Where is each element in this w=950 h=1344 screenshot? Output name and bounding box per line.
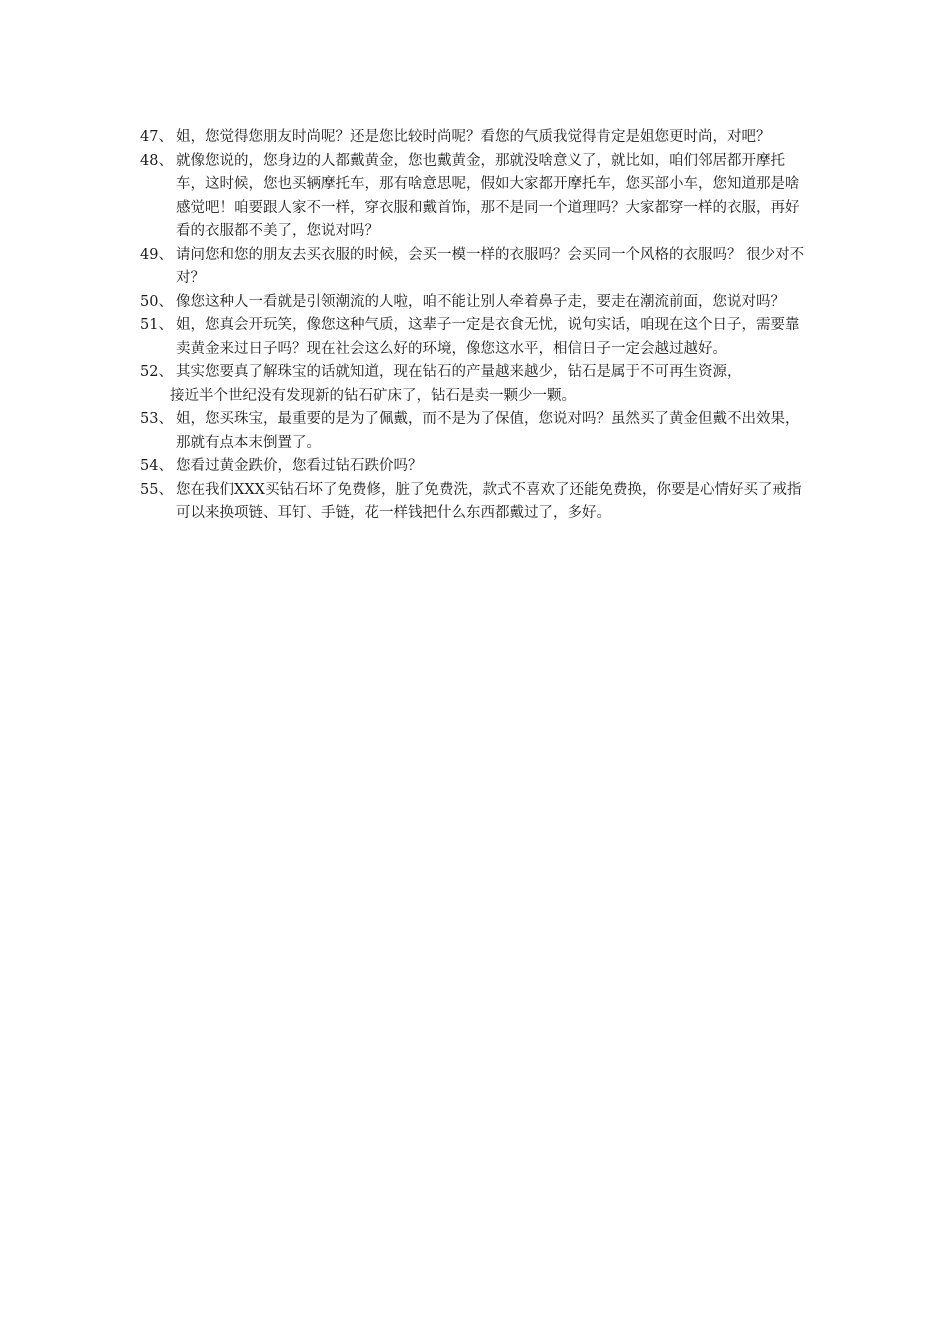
list-item xyxy=(140,150,810,244)
item-number: 50、 xyxy=(140,293,173,310)
item-number: 53、 xyxy=(140,411,173,427)
item-text: 其实您要真了解珠宝的话就知道，现在钻石的产量越来越少，钻石是属于不可再生资源， xyxy=(176,364,742,380)
item-number: 51、 xyxy=(140,317,173,333)
item-number: 52、 xyxy=(140,364,173,380)
document-body xyxy=(140,126,810,526)
list-item xyxy=(140,314,810,361)
item-number: 55、 xyxy=(140,481,173,498)
item-text: 姐，您真会开玩笑，像您这种气质，这辈子一定是衣食无忧，说句实话，咱现在这个日子，需要靠卖黄金来过日子吗？现在社会这么好的环境，像您这水平，相信日子一定会越过越好。 xyxy=(176,317,800,357)
item-number: 54、 xyxy=(140,458,173,474)
item-text: 就像您说的，您身边的人都戴黄金，您也戴黄金，那就没啥意义了，就比如，咱们邻居都开摩托车，这时候，您也买辆摩托车，那有啥意思呢，假如大家都开摩托车，您买部小车，您知道那是啥感觉吧！咱要跟人家不一样，穿衣服和戴首饰，那不是同一个道理吗？大家都穿一样的衣服，再好看的衣服都不美了，您说对吗？ xyxy=(176,152,800,239)
item-text: 姐，您觉得您朋友时尚呢？还是您比较时尚呢？看您的气质我觉得肯定是姐您更时尚，对吧？ xyxy=(176,129,771,145)
list-item xyxy=(140,291,810,315)
item-text: 请问您和您的朋友去买衣服的时候，会买一模一样的衣服吗？会买同一个风格的衣服吗？ 很少对不对？ xyxy=(176,246,805,286)
item-number: 47、 xyxy=(140,129,173,145)
item-number: 49、 xyxy=(140,246,173,263)
item-text: 您在我们XXX买钻石坏了免费修，脏了免费洗，款式不喜欢了还能免费换，你要是心情好买了戒指可以来换项链、耳钉、手链，花一样钱把什么东西都戴过了，多好。 xyxy=(176,481,802,521)
list-item xyxy=(140,479,810,526)
list-item xyxy=(140,244,810,291)
item-continuation-text: 接近半个世纪没有发现新的钻石矿床了，钻石是卖一颗少一颗。 xyxy=(170,387,576,404)
item-number: 48、 xyxy=(140,152,173,169)
list-item xyxy=(140,455,810,479)
list-item xyxy=(140,408,810,455)
list-item xyxy=(140,361,810,385)
item-text: 像您这种人一看就是引领潮流的人啦，咱不能让别人牵着鼻子走，要走在潮流前面，您说对吗？ xyxy=(176,293,785,310)
item-text: 您看过黄金跌价，您看过钻石跌价吗？ xyxy=(176,458,423,474)
item-text: 姐，您买珠宝，最重要的是为了佩戴，而不是为了保值，您说对吗？虽然买了黄金但戴不出效果，那就有点本末倒置了。 xyxy=(176,411,800,451)
list-item xyxy=(140,126,810,150)
